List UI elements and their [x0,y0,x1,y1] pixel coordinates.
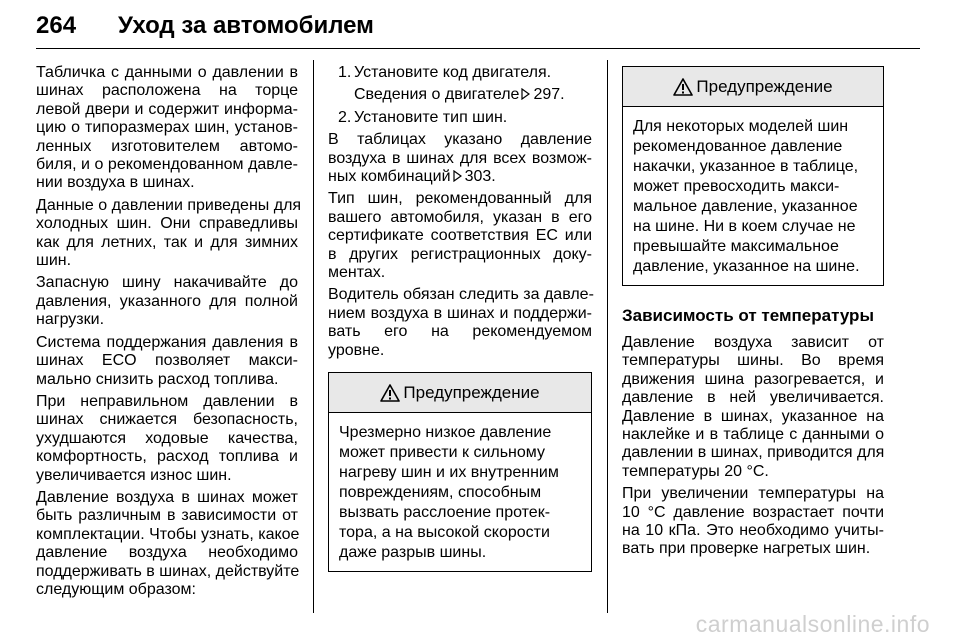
step-text: Установите тип шин. [354,108,508,126]
text-line: вать его на рекомендуемом [328,323,592,341]
text-line: может привести к сильному [339,444,545,462]
paragraph-tire-type [328,190,592,282]
text-line: шин. [36,252,72,270]
text-line: Табличка с данными о давлении в [36,64,298,81]
text-line: вашего автомобиля, указан в его [328,208,592,226]
paragraph-temperature-dependence [622,334,884,481]
text-line: Водитель обязан следить за давле- [328,286,594,304]
page-reference-arrow-icon [453,170,462,182]
text-line: движения шина разогревается, и [622,370,884,388]
step-2 [328,109,592,127]
paragraph-tables [328,131,592,186]
text-line: При неправильном давлении в [36,392,298,410]
text-line: давление воздуха необходимо [36,544,298,562]
text-line: тора, а на высокой скорости [339,524,550,542]
text-line: давления, указанного для полной [36,292,298,310]
column-1 [36,64,302,603]
text-line: левой двери и содержит информа- [36,100,298,118]
warning-box-max-pressure [622,66,884,286]
text-line: давление, указанное на шине. [633,258,860,275]
text-line: на шине. Ни в коем случае не [633,218,856,235]
text-line: превышайте максимальное [633,238,839,255]
column-3 [622,64,884,563]
step-text: Установите код двигателя. [354,64,552,81]
text-line: Чрезмерно низкое давление [339,424,552,442]
warning-header [329,373,591,413]
text-line: накачки, указанное в таблице, [633,158,859,175]
paragraph-temperature-increase [622,485,884,559]
reference-page: 297. [533,86,565,104]
text-line: В таблицах указано давление [328,131,592,149]
text-line: нии воздуха в шинах. [36,174,195,192]
warning-title: Предупреждение [696,76,833,96]
reference-text: Сведения о двигателе [354,86,520,104]
text-line: Давление воздуха в шинах может [36,488,298,506]
warning-box-low-pressure [328,372,592,572]
page-header [36,4,920,52]
page-title: Уход за автомобилем [118,12,374,39]
watermark: carmanualsonline.info [695,611,930,637]
text-line: Запасную шину накачивайте до [36,274,298,292]
paragraph-spare-tire [36,274,298,329]
step-number: 2. [338,108,352,126]
text-line: шинах расположена на торце [36,82,298,100]
text-line: Тип шин, рекомендованный для [328,190,592,208]
text-line: даже разрыв шины. [339,544,487,562]
text-line: поддерживать в шинах, действуйте [36,562,300,580]
text-line: Для некоторых моделей шин [633,118,849,135]
text-line: При увеличении температуры на [622,485,884,503]
paragraph-cold-tires [36,196,302,271]
text-line: давление в ней увеличивается. [622,389,884,407]
column-divider-1 [313,60,314,613]
text-line: мальное давление, указанное [633,198,858,215]
text-line: вать при проверке нагретых шин. [622,540,871,558]
page-number: 264 [36,12,77,39]
text-line: нагреву шин и их внутренним [339,464,559,482]
paragraph-pressure-varies [36,489,298,599]
text-line: нием воздуха в шинах и поддержи- [328,304,592,322]
text-line: температуры 20 °C. [622,462,769,480]
text-line: Система поддержания давления в [36,333,298,351]
text-line: рекомендованное давление [633,138,843,155]
text-line: следующим образом: [36,580,196,598]
warning-body [623,107,883,285]
text-line: сертификате соответствия ЕС или [328,227,592,245]
step-number: 1. [338,64,352,81]
page-reference-arrow-icon [521,88,530,100]
text-line: вызвать расслоение протек- [339,504,551,522]
text-line: комплектации. Чтобы узнать, какое [36,525,300,543]
reference-text: ных комбинаций [328,168,451,186]
paragraph-eco [36,334,298,389]
text-line: как для летних, так и для зимних [36,233,298,251]
column-2 [328,64,592,572]
text-line: давлении в шинах, приводится для [622,444,885,462]
text-line: мально снизить расход топлива. [36,370,279,388]
text-line: нагрузки. [36,311,105,329]
step-1-reference[interactable] [354,86,592,104]
paragraph-driver-duty [328,286,592,360]
warning-body [329,413,591,571]
text-line: температуры шины. Во время [622,352,884,370]
text-line-with-reference[interactable] [328,168,592,186]
header-rule [36,48,920,49]
text-line: биля, и о рекомендованном давле- [36,156,298,174]
step-1 [328,64,592,105]
text-line: Давление в шинах, указанное на [622,407,884,425]
text-line: 10 °C давление возрастает почти [622,503,884,521]
paragraph-tire-plate [36,64,298,193]
text-line: холодных шин. Они справедливы [36,215,298,233]
warning-triangle-icon [673,78,693,96]
paragraph-wrong-pressure [36,393,298,485]
text-line: быть различным в зависимости от [36,507,298,525]
text-line: повреждениям, способным [339,484,542,502]
text-line: на 10 кПа. Это необходимо учиты- [622,522,884,540]
reference-page: 303. [464,168,496,186]
text-line: цию о типоразмерах шин, установ- [36,119,298,137]
section-title-temperature: Зависимость от температуры [622,306,874,325]
text-line: может превосходить макси- [633,178,840,195]
text-line: воздуха в шинах для всех возмож- [328,149,592,167]
text-line: наклейке и в таблице с данными о [622,426,884,444]
text-line: уровне. [328,341,385,359]
text-line: шинах ECO позволяет макси- [36,352,298,370]
text-line: шинах снижается безопасность, [36,411,298,429]
text-line: Давление воздуха зависит от [622,334,884,351]
text-line: в других регистрационных доку- [328,245,592,263]
warning-header [623,67,883,107]
text-line: комфортность, расход топлива и [36,448,298,466]
warning-triangle-icon [380,384,400,402]
warning-title: Предупреждение [403,382,540,402]
text-line: Данные о давлении приведены для [36,196,302,214]
text-line: ментах. [328,264,386,282]
column-divider-2 [607,60,608,613]
text-line: ухудшаются ходовые качества, [36,429,298,447]
text-line: увеличивается износ шин. [36,466,232,484]
text-line: ленных изготовителем автомо- [36,137,298,155]
